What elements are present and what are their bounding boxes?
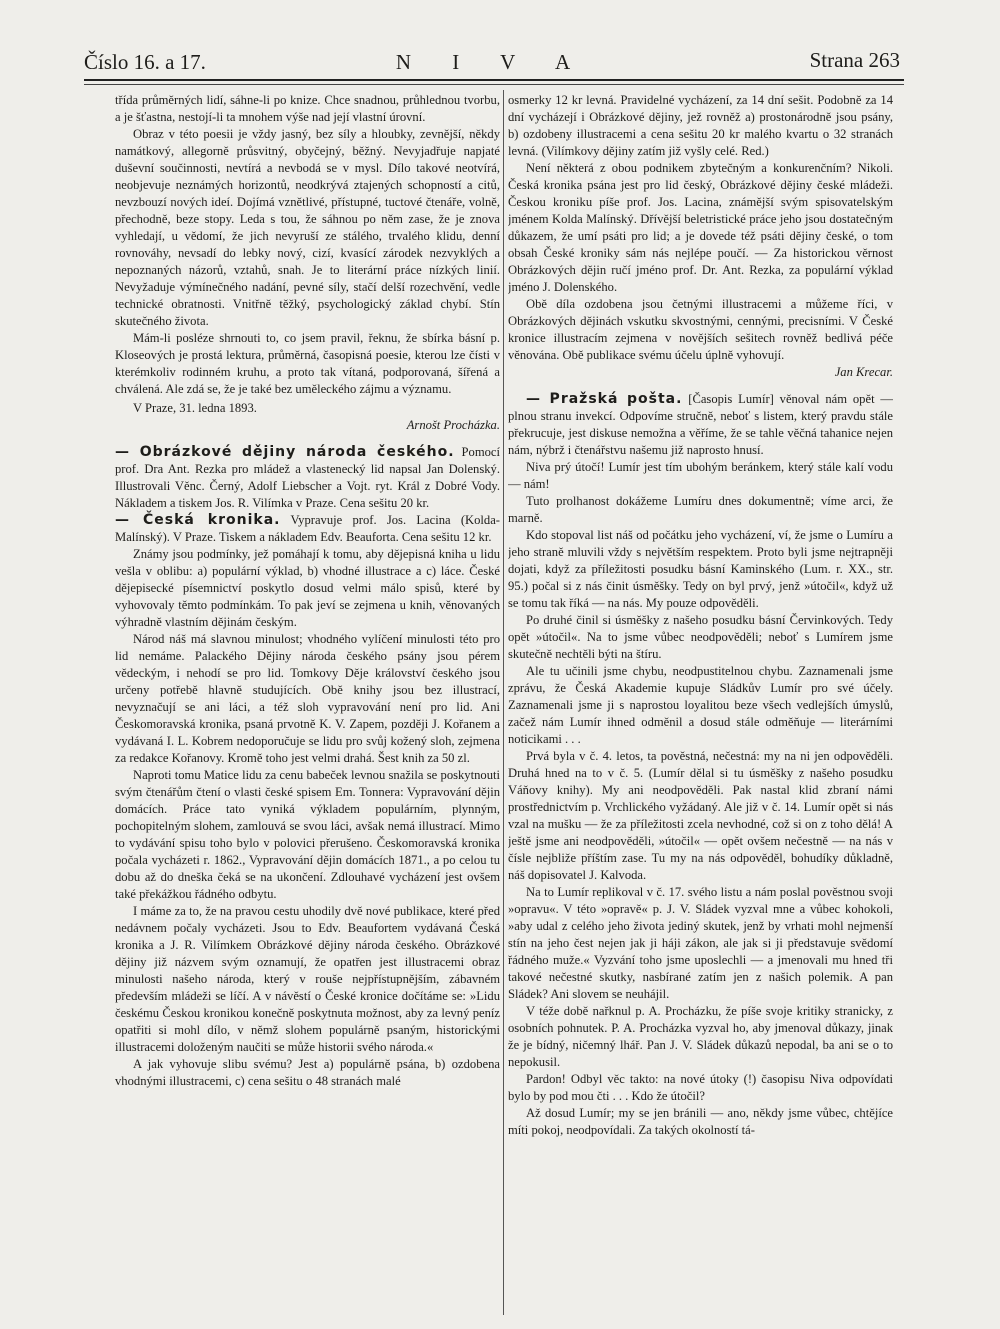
article-heading: — Pražská pošta.	[526, 391, 683, 407]
paragraph: Není některá z obou podnikem zbytečným a konkurenčním? Nikoli. Česká kronika psána jest pro lid český, Obrázkové dějiny české mládeži. Českou kroniku píše prof. Jos. Lacina, známější svým spisovatelským jménem Kolda Malínský. Dřívější beletristické práce jeho jsou dostatečným důkazem, že umí psáti pro lid; a je dovede též psáti dějiny české, o tom obsah České kroniky sám nás nejlépe poučí. — Za historickou věrnost Obrázkových dějin ručí jméno prof. Dr. Ant. Rezka, za populární výklad jméno J. Dolenského.	[508, 161, 893, 294]
author-signature: Jan Krecar.	[834, 365, 893, 379]
paragraph: Na to Lumír replikoval v č. 17. svého listu a nám poslal pověstnou svoji »opravu«. V této »opravě« p. J. V. Sládek vyzval mne a vůbec kohokoli, »aby udal z celého jeho života jediný skutek, jenž by vrhati mohl nejmenší stín na jeho čest nejen jak ji háji zákon, ale jak si ji představuje svědomí řádného muže.« Vyzvání toho jsme uposlechli — a jmenovali mu hned tři takové nečestné skutky, nasbírané zatím jen z našich polemik. A pan Sládek? Ani slovem se neuhájil.	[508, 885, 893, 1001]
paragraph: Ale tu učinili jsme chybu, neodpustitelnou chybu. Zaznamenali jsme zprávu, že Česká Akademie kupuje Sládkův Lumír pro své účely. Zaznamenali jsme ji s naprostou loyalitou beze všech vedlejších úmyslů, začež nám Lumír ihned odměnil a dosud stále odměňuje — literárními noticikami . . .	[508, 664, 893, 746]
right-column	[508, 92, 893, 1302]
header-rule-thin	[84, 84, 904, 85]
paragraph: V téže době nařknul p. A. Procházku, že píše svoje kritiky stranicky, z osobních pohnutek. P. A. Procházka vyzval ho, aby jmenoval důkazy, jinak že je bídný, ničemný lhář. Pan J. V. Sládek důkazů nepodal, ba ani se o to nepokusil.	[508, 1004, 893, 1069]
left-column	[115, 92, 500, 1302]
paragraph: Pomocí prof. Dra Ant. Rezka pro mládež a vlastenecký lid napsal Jan Dolenský. Illustrovali Věnc. Černý, Adolf Liebscher a Vojt. ryt. Král z Dobré Vody. Nákladem a tiskem Jos. R. Vilímka v Praze. Cena sešitu 20 kr.	[115, 445, 500, 510]
paragraph: třída průměrných lidí, sáhne-li po knize. Chce snadnou, průhlednou tvorbu, a je šťastna, nestojí-li ta mnohem výše nad její vlastní úrovní.	[115, 93, 500, 124]
column-divider	[503, 90, 504, 1315]
page-number: Strana 263	[809, 48, 900, 72]
paragraph: [Časopis Lumír] věnoval nám opět — plnou stranu invekcí. Odpovíme stručně, neboť s listem, který pravdu stále překrucuje, jest diskuse nemožna a věříme, že se tahle věčná tahanice nejen nám, nýbrž i čtenářstvu našemu již naprosto hnusí.	[508, 392, 893, 457]
dateline: V Praze, 31. ledna 1893.	[133, 401, 257, 415]
paragraph: Pardon! Odbyl věc takto: na nové útoky (!) časopisu Niva odpovídati bylo by pod mou čti . . . Kdo že útočil?	[508, 1072, 893, 1103]
paragraph: Kdo stopoval list náš od počátku jeho vycházení, ví, že jsme o Lumíru a jeho straně mluvili vždy s největším respektem. Proto byli jsme nejtrapněji dojati, když za příležitosti posudku básní Kaminského (Lum. r. XX., str. 95.) počal si z nás činit úsměšky. Tedy on byl prvý, jenž »útočil«, když už se tomu tak říká — na nás. My pouze odpověděli.	[508, 528, 893, 610]
paragraph: Naproti tomu Matice lidu za cenu babeček levnou snažila se poskytnouti svým čtenářům čtení o vlasti české spisem Em. Tonnera: Vypravování dějin domácích. Práce tato vyniká výkladem populárním, plynným, pochopitelným slohem, zamlouvá se svou láci, avšak nemá illustrací. Mimo to vydávání spisu toho bylo v polovici přerušeno. Českomoravská kronika počala vycházeti r. 1862., Vypravování dějin domácích 1871., a po celou tu dobu až do dneška čeká se na ukončení. Zdlouhavé vycházení jest ovšem také překážkou řádného odbytu.	[115, 768, 500, 901]
paragraph: Známy jsou podmínky, jež pomáhají k tomu, aby dějepisná kniha u lidu vešla v oblibu: a) populární výklad, b) vhodné illustrace a c) láce. České dějepisecké písemnictví poskytlo dosud velmi málo spisů, které by vyhovovaly těmto podmínkám. To pak jeví se zejmena u knih, věnovaných výhradně vlastním dějinám českým.	[115, 547, 500, 629]
paragraph: I máme za to, že na pravou cestu uhodily dvě nové publikace, které před nedávnem počaly vycházeti. Jsou to Edv. Beaufortem vydávaná Česká kronika a J. R. Vilímkem Obrázkové dějiny národa českého. Obrázkové dějiny již názvem svým oznamují, že opatřen jest illustracemi obraz minulosti našeho národa, který v rouše nejpřístupnějším, zábavném především mládeži se líčí. A v návěstí o České kronice dočítáme se: »Lidu českému Českou kronikou konečně poskytnuta možnost, aby za levný peníz opatřiti si mohl dílo, v němž slohem populárně psaným, historickými illustracemi doloženým naučiti se může historii svého národa.«	[115, 904, 500, 1054]
article-heading: — Obrázkové dějiny národa českého.	[115, 444, 455, 460]
paragraph: osmerky 12 kr levná. Pravidelné vycházení, za 14 dní sešit. Podobně za 14 dní vycházejí i Obrázkové dějiny, jež rovněž a) prostonárodně jsou psány, b) ozdobeny illustracemi a cena sešitu 20 kr malého kvartu o 32 stranách levná. (Vilímkovy dějiny zatím již vyšly celé. Red.)	[508, 93, 893, 158]
paragraph: Národ náš má slavnou minulost; vhodného vylíčení minulosti této pro lid nemáme. Palackého Dějiny národa českého psány jsou pérem vědeckým, i nehodí se pro lid. Tomkovy Děje království českého jsou určeny potřebě hlavně studujících. Obě knihy jsou bez illustrací, nevyznačují se ani láci, a též sloh vypravování není pro lid. Ani Českomoravská kronika, psaná prvotně K. V. Zapem, později J. Kořanem a vydávaná I. L. Kobrem nedoporučuje se lidu pro svůj kožený sloh, zejmena za redakce Kořanovy. Kromě toho jest velmi drahá. Šest knih za 50 zl.	[115, 632, 500, 765]
paragraph: Tuto prolhanost dokážeme Lumíru dnes dokumentně; víme arci, že marně.	[508, 494, 893, 525]
page-header	[84, 42, 900, 82]
author-signature: Arnošt Procházka.	[406, 418, 500, 432]
paragraph: A jak vyhovuje slibu svému? Jest a) populárně psána, b) ozdobena vhodnými illustracemi, c) cena sešitu o 48 stranách malé	[115, 1057, 500, 1088]
article-heading: — Česká kronika.	[115, 512, 281, 528]
paragraph: Prvá byla v č. 4. letos, ta pověstná, nečestná: my na ni jen odpověděli. Druhá hned na to v č. 5. (Lumír dělal si tu úsměšky z našeho posudku Váňovy knihy). My ani neodpověděli. Pak nastal klid zbraní námi prostřednictvím p. Vrchlického vyžádaný. Ale již v č. 14. Lumír opět si nás vzal na mušku — že za příležitosti zcela nevhodné, což si on z toho dělá! A ještě jsme ani neodpověděli, »útočil« — opět ovšem nečestně — na nás v čísle nejbliže příštím zase. Tu my na nás odpověděl, bohudíky důkladně, náš dopisovatel J. Kalvoda.	[508, 749, 893, 882]
paragraph: Po druhé činil si úsměšky z našeho posudku básní Červinkových. Tedy opět »útočil«. Na to jsme vůbec neodpověděli; neboť s Lumírem jsme skutečně nechtěli býti na štíru.	[508, 613, 893, 661]
paragraph: Obě díla ozdobena jsou četnými illustracemi a můžeme říci, v Obrázkových dějinách vskutku skvostnými, cennými, precisními. V České kronice illustracím zejmena v novějších sešitech rovněž bedlivá péče věnována. Obě publikace svému účelu úplně vyhovují.	[508, 297, 893, 362]
header-rule-thick	[84, 79, 904, 81]
paragraph: Až dosud Lumír; my se jen bránili — ano, někdy jsme vůbec, chtějíce míti pokoj, neodpovídali. Za takých okolností tá-	[508, 1106, 893, 1137]
issue-number: Číslo 16. a 17.	[84, 50, 206, 74]
publication-title: N I V A	[395, 50, 589, 74]
paragraph: Niva prý útočí! Lumír jest tím ubohým beránkem, který stále kalí vodu — nám!	[508, 460, 893, 491]
paragraph: Vypravuje prof. Jos. Lacina (Kolda-Malínský). V Praze. Tiskem a nákladem Edv. Beauforta. Cena sešitu 12 kr.	[115, 513, 500, 544]
paragraph: Obraz v této poesii je vždy jasný, bez síly a hloubky, zevnější, někdy namátkový, allegorně průsvitný, obyčejný, běžný. Nevyjadřuje napjaté duševní součinnosti, nevtírá a nevbodá se v mysl. Dílo takové neotvírá, neobjevuje neznámých horizontů, neodkrývá ztajených schopností a citů, nevzbouzí nových ideí. Dojímá vznětlivé, přístupné, tuctové čtenáře, volně, přechodně, beze stopy. Leda s tou, že sáhnou po něm zase, že je znova vyhledají, u vědomí, že jich nevyruší ze stálého, trvalého klidu, denní rovnováhy, nevsadí do lebky nový, cizí, kvasící zárodek nezvyklých a nepoznaných názorů, vztahů, snah. Je to literární práce nízkých linií. Nevyžaduje výmínečného nadání, pevné síly, stačí delší rozechvění, vedle technické obratnosti. Vnitřně těžký, psychologický základ chybí. Stín skutečného života.	[115, 127, 500, 328]
paragraph: Mám-li posléze shrnouti to, co jsem pravil, řeknu, že sbírka básní p. Kloseových je prostá lektura, průměrná, časopisná poesie, kterou lze čísti v kterémkoliv rodinném kruhu, a proto tak vítaná, podporovaná, šířená a chválená. Ale zdá se, že je také bez uměleckého zájmu a významu.	[115, 331, 500, 396]
